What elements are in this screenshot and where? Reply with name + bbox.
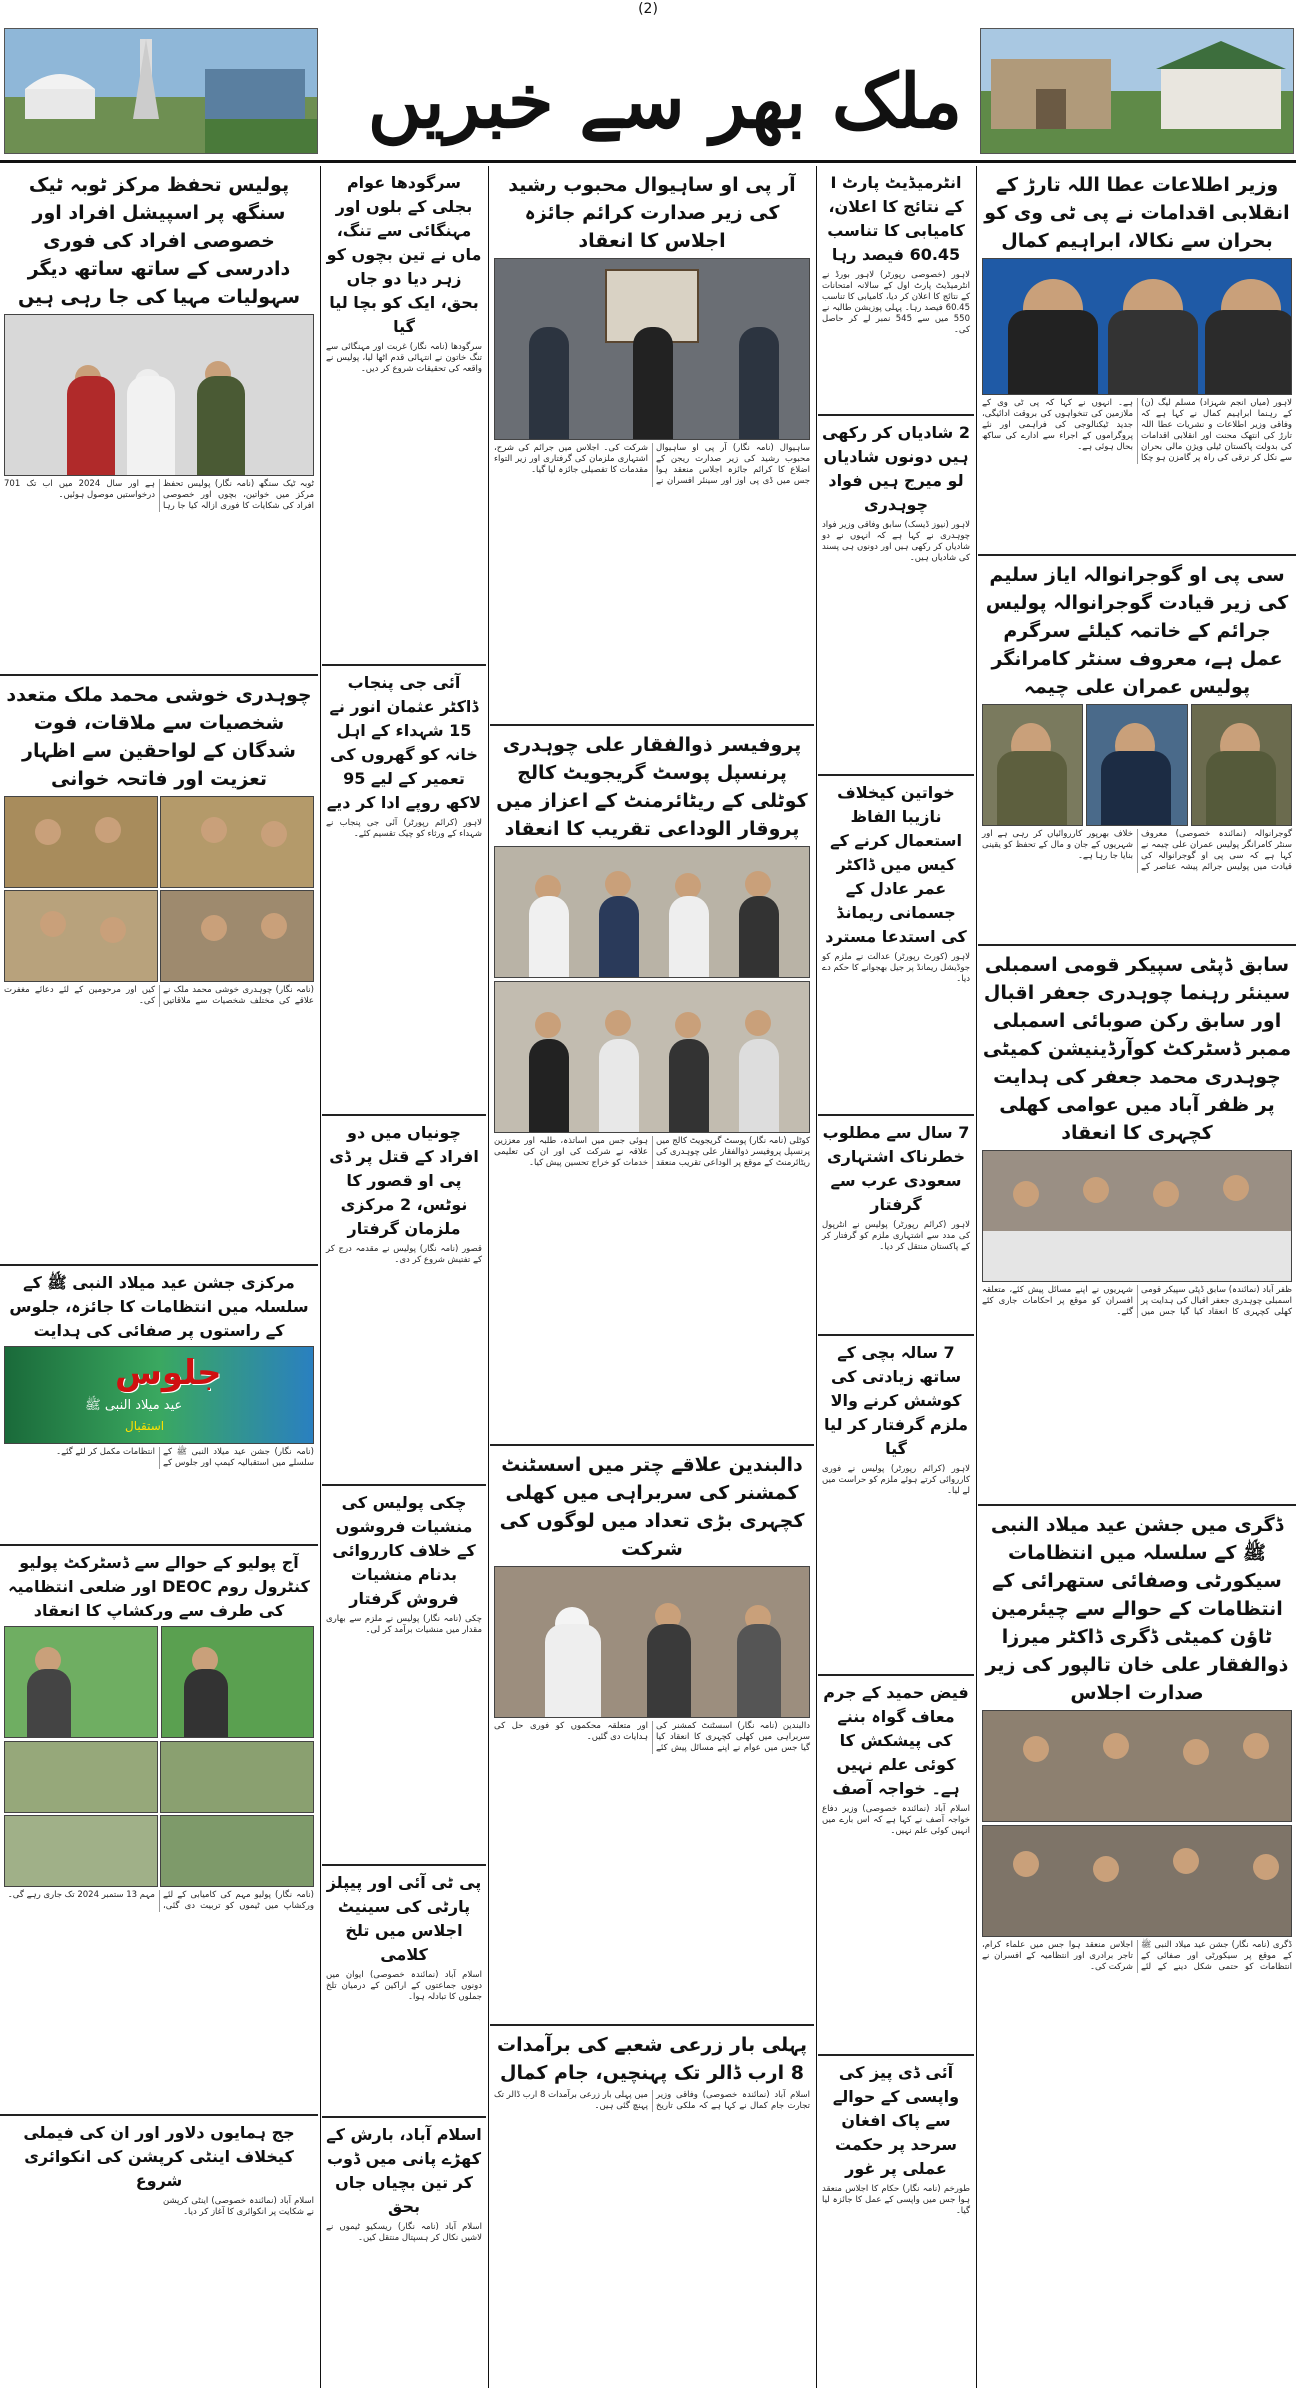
article — [490, 1446, 814, 2026]
headline: آئی ڈی پیز کی واپسی کے حوالے سے پاک افغان سرحد پر حکمت عملی پر غور — [832, 2063, 960, 2178]
headline: مرکزی جشن عید میلاد النبی ﷺ کے سلسلہ میں انتظامات کا جائزہ، جلوس کے راستوں پر صفائی کی ہدایت — [9, 1273, 309, 1340]
meeting-photo — [982, 1150, 1292, 1282]
article-body: کوٹلی (نامہ نگار) پوسٹ گریجویٹ کالج میں پرنسپل پروفیسر ذوالفقار علی چوہدری کی ریٹائرمنٹ کے موقع پر الوداعی تقریب منعقد ہوئی جس میں اساتذہ، طلبہ اور معززین علاقہ نے شرکت کی اور ان کی تعلیمی خدمات کو خراج تحسین پیش کیا۔ — [494, 1136, 810, 1168]
article-body: اسلام آباد (نمائندہ خصوصی) وفاقی وزیر تجارت جام کمال نے کہا ہے کہ ملکی تاریخ میں پہلی بار زرعی برآمدات 8 ارب ڈالر تک پہنچ گئی ہیں۔ — [494, 2090, 810, 2111]
article — [818, 2056, 974, 2388]
article-body: (نامہ نگار) پولیو مہم کی کامیابی کے لئے ورکشاپ میں ٹیموں کو تربیت دی گئی، مہم 13 ستمبر 2024 تک جاری رہے گی۔ — [7, 1890, 314, 1911]
article-body: ڈگری (نامہ نگار) جشن عید میلاد النبی ﷺ کے موقع پر سیکورٹی اور صفائی کے انتظامات کو حتمی شکل دینے کے لئے اجلاس منعقد ہوا جس میں علماء کرام، تاجر برادری اور انتظامیہ کے افسران نے شرکت کی۔ — [982, 1940, 1292, 1972]
headline: 7 سال سے مطلوب خطرناک اشتہاری سعودی عرب سے گرفتار — [822, 1123, 970, 1214]
women-desk-photo — [4, 314, 314, 476]
headline: دالبندین علاقے چتر میں اسسٹنٹ کمشنر کی سربراہی میں کھلی کچہری بڑی تعداد میں لوگوں کی شرکت — [499, 1454, 805, 1560]
article — [322, 1116, 486, 1486]
headline: اسلام آباد، بارش کے کھڑے پانی میں ڈوب کر تین بچیاں جاں بحق — [326, 2125, 482, 2216]
article-body: لاہور (کورٹ رپورٹر) عدالت نے ملزم کو جوڈیشل ریمانڈ پر جیل بھجوانے کا حکم دے دیا۔ — [822, 952, 970, 984]
headline: 7 سالہ بچی کے ساتھ زیادتی کی کوشش کرنے والا ملزم گرفتار کر لیا گیا — [823, 1343, 969, 1458]
article — [818, 776, 974, 1116]
column-2 — [818, 166, 974, 2388]
article — [322, 666, 486, 1116]
workshop-photos — [4, 1741, 314, 1887]
article — [978, 946, 1296, 1506]
article-body: اسلام آباد (نامہ نگار) ریسکیو ٹیموں نے لاشیں نکال کر ہسپتال منتقل کیں۔ — [326, 2222, 482, 2243]
article-body: ساہیوال (نامہ نگار) آر پی او ساہیوال محبوب رشید کی زیر صدارت ریجن کے اضلاع کا کرائم جائزہ اجلاس منعقد ہوا جس میں ڈی پی اوز اور سینئر افسران نے شرکت کی۔ اجلاس میں جرائم کی شرح، اشتہاری ملزمان کی گرفتاری اور زیر التواء مقدمات کا تفصیلی جائزہ لیا گیا۔ — [494, 443, 810, 486]
ceremony-photo — [494, 981, 810, 1133]
article — [322, 166, 486, 666]
article — [490, 726, 814, 1446]
police-meeting-photo — [494, 258, 810, 440]
article-grid — [0, 166, 1296, 2388]
banner-line2: عید میلاد النبی ﷺ — [85, 1398, 183, 1413]
article — [0, 676, 318, 1266]
article-body: لاہور (کرائم رپورٹر) پولیس نے انٹرپول کی مدد سے اشتہاری ملزم کو گرفتار کر کے پاکستان منتقل کر دیا۔ — [822, 1220, 970, 1252]
column-1 — [978, 166, 1296, 2388]
article — [978, 1506, 1296, 2388]
headline: آج پولیو کے حوالے سے ڈسٹرکٹ پولیو کنٹرول روم DEOC اور ضلعی انتظامیہ کی طرف سے ورکشاپ کا انعقاد — [8, 1553, 310, 1620]
headline: پہلی بار زرعی شعبے کی برآمدات 8 ارب ڈالر تک پہنچیں، جام کمال — [497, 2034, 807, 2084]
column-4 — [322, 166, 486, 2388]
article-body: طورخم (نامہ نگار) حکام کا اجلاس منعقد ہوا جس میں واپسی کے عمل کا جائزہ لیا گیا۔ — [822, 2184, 970, 2216]
article-body: لاہور (کرائم رپورٹر) پولیس نے فوری کارروائی کرتے ہوئے ملزم کو حراست میں لے لیا۔ — [822, 1464, 970, 1496]
article — [0, 1266, 318, 1546]
left-landmarks-photo — [4, 28, 318, 154]
headline: پولیس تحفظ مرکز ٹوبہ ٹیک سنگھ پر اسپیشل افراد اور خصوصی افراد کی فوری دادرسی کے ساتھ ساتھ دیگر سہولیات مہیا کی جا رہی ہیں — [17, 174, 301, 308]
headline: آر پی او ساہیوال محبوب رشید کی زیر صدارت کرائم جائزہ اجلاس کا انعقاد — [508, 174, 796, 252]
article — [818, 166, 974, 416]
fort-building-icon — [981, 29, 1293, 153]
column-5 — [0, 166, 318, 2388]
headline: 2 شادیاں کر رکھی ہیں دونوں شادیاں لو میرج ہیں فواد چوہدری — [822, 423, 970, 514]
headline: جج ہمایوں دلاور اور ان کی فیملی کیخلاف اینٹی کرپشن کی انکوائری شروع — [23, 2123, 295, 2190]
workshop-photos — [4, 1626, 314, 1738]
article — [322, 2118, 486, 2388]
headline: سرگودھا عوام بجلی کے بلوں اور مہنگائی سے تنگ، ماں نے تین بچوں کو زہر دیا دو جاں بحق، ایک کو بچا لیا گیا — [326, 173, 482, 336]
page-number: (2) — [638, 1, 658, 17]
meeting-photo — [982, 1710, 1292, 1822]
milad-banner — [4, 1346, 314, 1444]
headline: آئی جی پنجاب ڈاکٹر عثمان انور نے 15 شہداء کے اہل خانہ کو گھروں کی تعمیر کے لیے 95 لاکھ روپے ادا کر دیے — [326, 673, 482, 812]
article-body: لاہور (کرائم رپورٹر) آئی جی پنجاب نے شہداء کے ورثاء کو چیک تقسیم کئے۔ — [326, 818, 482, 839]
article-body: اسلام آباد (نمائندہ خصوصی) وزیر دفاع خواجہ آصف نے کہا ہے کہ اس بارے میں انہیں کوئی علم نہیں۔ — [822, 1804, 970, 1836]
headline: خواتین کیخلاف نازیبا الفاظ استعمال کرنے کے کیس میں ڈاکٹر عمر عادل کے جسمانی ریمانڈ کی استدعا مسترد — [825, 783, 967, 946]
article-body: گوجرانوالہ (نمائندہ خصوصی) معروف سنٹر کامرانگر پولیس عمران علی چیمہ نے کہا ہے کہ سی پی او گوجرانوالہ کی قیادت میں پولیس جرائم پیشہ عناصر کے خلاف بھرپور کارروائیاں کر رہی ہے اور شہریوں کے جان و مال کے تحفظ کو یقینی بنایا جا رہا ہے۔ — [982, 829, 1292, 872]
headline: پی ٹی آئی اور پیپلز پارٹی کی سینیٹ اجلاس میں تلخ کلامی — [326, 1873, 482, 1964]
headline: چونیاں میں دو افراد کے قتل پر ڈی پی او قصور کا نوٹس، 2 مرکزی ملزمان گرفتار — [329, 1123, 479, 1238]
condolence-photos — [4, 796, 314, 982]
headline: چکی پولیس کی منشیات فروشوں کے خلاف کارروائی بدنام منشیات فروش گرفتار — [332, 1493, 476, 1608]
headline: فیض حمید کے جرم معاف گواہ بننے کی پیشکش کا کوئی علم نہیں ہے۔ خواجہ آصف — [823, 1683, 969, 1798]
headline: چوہدری خوشی محمد ملک متعدد شخصیات سے ملاقات، فوت شدگان کے لواحقین سے اظہار تعزیت اور فاتحہ خوانی — [6, 684, 312, 790]
article-body: ٹوبہ ٹیک سنگھ (نامہ نگار) پولیس تحفظ مرکز میں خواتین، بچوں اور خصوصی افراد کی شکایات کا فوری ازالہ کیا جا رہا ہے اور سال 2024 میں اب تک 701 درخواستیں موصول ہوئیں۔ — [4, 479, 314, 511]
article — [818, 416, 974, 776]
column-3 — [490, 166, 814, 2388]
article-body: سرگودھا (نامہ نگار) غربت اور مہنگائی سے تنگ خاتون نے انتہائی قدم اٹھا لیا، پولیس نے واقعہ کی تحقیقات شروع کر دیں۔ — [326, 342, 482, 374]
article — [490, 2026, 814, 2388]
article-body: ظفر آباد (نمائندہ) سابق ڈپٹی سپیکر قومی اسمبلی چوہدری جعفر اقبال کی ہدایت پر کھلی کچہری کا انعقاد کیا گیا جس میں شہریوں نے اپنے مسائل پیش کئے، متعلقہ افسران کو موقع پر احکامات جاری کئے گئے۔ — [982, 1285, 1292, 1317]
article — [490, 166, 814, 726]
article — [978, 166, 1296, 556]
article-body: (نامہ نگار) جشن عید میلاد النبی ﷺ کے سلسلے میں استقبالیہ کیمپ اور جلوس کے انتظامات مکمل کر لئے گئے۔ — [56, 1447, 314, 1468]
officers-photos — [982, 704, 1292, 826]
article-body: چکی (نامہ نگار) پولیس نے ملزم سے بھاری مقدار میں منشیات برآمد کر لی۔ — [326, 1614, 482, 1635]
headline: سابق ڈپٹی سپیکر قومی اسمبلی سینئر رہنما چوہدری جعفر اقبال اور سابق رکن صوبائی اسمبلی ممبر ڈسٹرکٹ کوآرڈینیشن کمیٹی چوہدری محمد جعفر کی ہدایت پر ظفر آباد میں عوامی کھلی کچہری کا انعقاد — [982, 954, 1292, 1144]
article — [0, 2116, 318, 2388]
article — [0, 166, 318, 676]
article-body: قصور (نامہ نگار) پولیس نے مقدمہ درج کر کے تفتیش شروع کر دی۔ — [326, 1244, 482, 1265]
meeting-photo — [982, 1825, 1292, 1937]
right-landmarks-photo — [980, 28, 1294, 154]
article-body: دالبندین (نامہ نگار) اسسٹنٹ کمشنر کی سربراہی میں کھلی کچہری کا انعقاد کیا گیا جس میں عوام نے اپنے مسائل پیش کئے اور متعلقہ محکموں کو فوری حل کی ہدایات دی گئیں۔ — [494, 1721, 810, 1753]
headline: انٹرمیڈیٹ پارٹ I کے نتائج کا اعلان، کامیابی کا تناسب 60.45 فیصد رہا — [827, 173, 965, 264]
open-court-photo — [494, 1566, 810, 1718]
article — [978, 556, 1296, 946]
masthead-title: ملک بھر سے خبریں — [367, 59, 963, 145]
article — [322, 1866, 486, 2118]
headline: پروفیسر ذوالفقار علی چوہدری پرنسپل پوسٹ گریجویٹ کالج کوٹلی کے ریٹائرمنٹ کے اعزاز میں پروقار الوداعی تقریب کا انعقاد — [496, 734, 808, 840]
article-body: اسلام آباد (نمائندہ خصوصی) اینٹی کرپشن نے شکایت پر انکوائری کا آغاز کر دیا۔ — [163, 2196, 314, 2217]
portraits-photo — [982, 258, 1292, 395]
headline: ڈگری میں جشن عید میلاد النبی ﷺ کے سلسلہ میں انتظامات سیکورٹی وصفائی ستھرائی کے انتظامات کے حوالے سے چیئرمین ٹاؤن کمیٹی ڈگری ڈاکٹر میرزا ذوالفقار علی خان تالپور کی زیر صدارت اجلاس — [985, 1514, 1289, 1704]
article-body: لاہور (نیوز ڈیسک) سابق وفاقی وزیر فواد چوہدری نے کہا ہے کہ انہوں نے دو شادیاں کر رکھی ہیں اور دونوں ہی پسند کی شادیاں ہیں۔ — [822, 520, 970, 563]
masthead — [0, 20, 1296, 163]
headline: سی پی او گوجرانوالہ ایاز سلیم کی زیر قیادت گوجرانوالہ پولیس جرائم کے خاتمہ کیلئے سرگرم عمل ہے، معروف سنٹر کامرانگر پولیس عمران علی چیمہ — [985, 564, 1289, 698]
banner-line3: استقبال — [125, 1419, 165, 1433]
article — [818, 1336, 974, 1676]
ceremony-photo — [494, 846, 810, 978]
article — [818, 1676, 974, 2056]
article-body: (نامہ نگار) چوہدری خوشی محمد ملک نے علاقے کی مختلف شخصیات سے ملاقاتیں کیں اور مرحومین کے لئے دعائے مغفرت کی۔ — [4, 985, 314, 1006]
article — [818, 1116, 974, 1336]
article-body: لاہور (خصوصی رپورٹر) لاہور بورڈ نے انٹرمیڈیٹ پارٹ اول کے سالانہ امتحانات کے نتائج کا اعلان کر دیا، کامیابی کا تناسب 60.45 فیصد رہا۔ پہلی پوزیشن طالبہ نے 550 میں سے 545 نمبر لے کر حاصل کی۔ — [822, 270, 970, 335]
headline: وزیر اطلاعات عطا اللہ تارڑ کے انقلابی اقدامات نے پی ٹی وی کو بحران سے نکالا، ابراہیم کمال — [984, 174, 1290, 252]
article — [322, 1486, 486, 1866]
article-body: لاہور (میاں انجم شہزاد) مسلم لیگ (ن) کے رہنما ابراہیم کمال نے کہا ہے کہ وفاقی وزیر اطلاعات و نشریات عطا اللہ تارڑ کی انتھک محنت اور انقلابی اقدامات کی بدولت پاکستان ٹیلی ویژن مالی بحران سے نکل کر ترقی کی راہ پر گامزن ہو چکا ہے۔ انہوں نے کہا کہ پی ٹی وی کے ملازمین کی تنخواہوں کی بروقت ادائیگی، جدید ٹیکنالوجی کی فراہمی اور نئے پروگراموں کے اجراء سے ادارے کی ساکھ بحال ہوئی ہے۔ — [982, 398, 1292, 463]
monument-silhouette-icon — [5, 29, 317, 153]
article — [0, 1546, 318, 2116]
article-body: اسلام آباد (نمائندہ خصوصی) ایوان میں دونوں جماعتوں کے اراکین کے درمیان تلخ جملوں کا تبادلہ ہوا۔ — [326, 1970, 482, 2002]
banner-line1: جلوس — [115, 1353, 222, 1393]
